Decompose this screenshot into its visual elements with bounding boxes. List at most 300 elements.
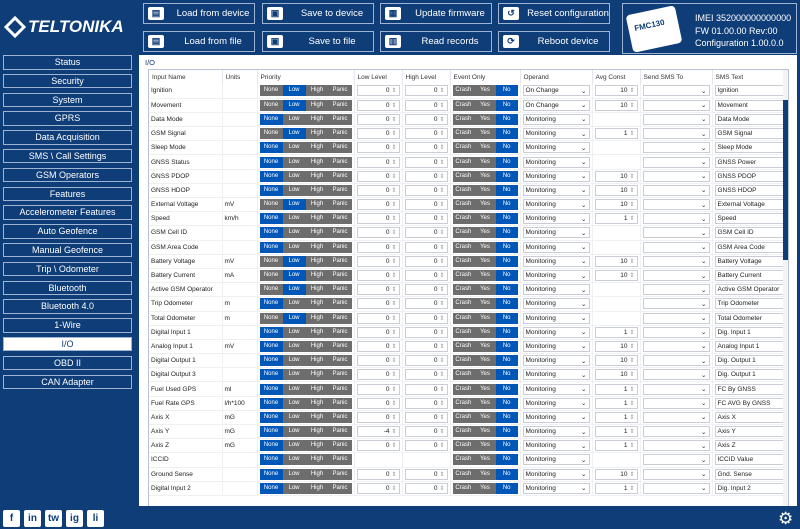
priority-low-button[interactable]: Low [283,440,306,451]
priority-panic-button[interactable]: Panic [329,298,352,309]
spinner-arrows-icon[interactable]: ⇕ [391,202,397,209]
spinner-arrows-icon[interactable]: ⇕ [391,116,397,123]
sidebar-item-status[interactable]: Status [3,55,132,70]
spinner-arrows-icon[interactable]: ⇕ [391,159,397,166]
priority-high-button[interactable]: High [306,341,329,352]
avg-const-input[interactable] [595,100,638,111]
priority-panic-button[interactable]: Panic [329,157,352,168]
spinner-arrows-icon[interactable]: ⇕ [391,315,397,322]
operand-select[interactable] [523,114,590,125]
spinner-arrows-icon[interactable]: ⇕ [629,443,635,450]
send-sms-select[interactable] [643,369,710,380]
twitter-icon[interactable]: tw [45,510,62,527]
event-no-button[interactable]: No [496,128,518,139]
high-level-input[interactable] [405,398,448,409]
event-yes-button[interactable]: Yes [474,369,496,380]
send-sms-select[interactable] [643,114,710,125]
spinner-arrows-icon[interactable]: ⇕ [629,414,635,421]
priority-panic-button[interactable]: Panic [329,426,352,437]
priority-high-button[interactable]: High [306,483,329,494]
event-yes-button[interactable]: Yes [474,327,496,338]
low-level-input[interactable] [357,369,400,380]
priority-high-button[interactable]: High [306,327,329,338]
event-no-button[interactable]: No [496,256,518,267]
spinner-arrows-icon[interactable]: ⇕ [439,173,445,180]
spinner-arrows-icon[interactable]: ⇕ [439,429,445,436]
priority-high-button[interactable]: High [306,298,329,309]
vertical-scrollbar[interactable] [783,70,788,506]
sms-text-input[interactable] [715,469,785,480]
spinner-arrows-icon[interactable]: ⇕ [391,471,397,478]
high-level-input[interactable] [405,100,448,111]
high-level-input[interactable] [405,242,448,253]
low-level-input[interactable] [357,85,400,96]
priority-none-button[interactable]: None [260,384,283,395]
priority-panic-button[interactable]: Panic [329,142,352,153]
event-no-button[interactable]: No [496,298,518,309]
sms-text-input[interactable] [715,483,785,494]
priority-low-button[interactable]: Low [283,384,306,395]
high-level-input[interactable] [405,426,448,437]
event-no-button[interactable]: No [496,398,518,409]
event-no-button[interactable]: No [496,142,518,153]
event-yes-button[interactable]: Yes [474,242,496,253]
high-level-input[interactable] [405,157,448,168]
low-level-input[interactable] [357,483,400,494]
sms-text-input[interactable] [715,426,785,437]
priority-low-button[interactable]: Low [283,157,306,168]
priority-panic-button[interactable]: Panic [329,469,352,480]
send-sms-select[interactable] [643,270,710,281]
event-no-button[interactable]: No [496,327,518,338]
spinner-arrows-icon[interactable]: ⇕ [391,244,397,251]
sidebar-item-features[interactable]: Features [3,187,132,202]
priority-low-button[interactable]: Low [283,213,306,224]
operand-select[interactable] [523,355,590,366]
spinner-arrows-icon[interactable]: ⇕ [391,230,397,237]
send-sms-select[interactable] [643,313,710,324]
facebook-icon[interactable]: f [3,510,20,527]
high-level-input[interactable] [405,469,448,480]
low-level-input[interactable] [357,313,400,324]
priority-panic-button[interactable]: Panic [329,185,352,196]
event-yes-button[interactable]: Yes [474,384,496,395]
priority-panic-button[interactable]: Panic [329,85,352,96]
priority-low-button[interactable]: Low [283,469,306,480]
event-no-button[interactable]: No [496,157,518,168]
priority-high-button[interactable]: High [306,313,329,324]
sms-text-input[interactable] [715,355,785,366]
priority-low-button[interactable]: Low [283,100,306,111]
spinner-arrows-icon[interactable]: ⇕ [629,386,635,393]
priority-panic-button[interactable]: Panic [329,171,352,182]
event-no-button[interactable]: No [496,426,518,437]
send-sms-select[interactable] [643,440,710,451]
high-level-input[interactable] [405,114,448,125]
priority-panic-button[interactable]: Panic [329,256,352,267]
priority-high-button[interactable]: High [306,142,329,153]
event-crash-button[interactable]: Crash [453,483,475,494]
priority-low-button[interactable]: Low [283,227,306,238]
sms-text-input[interactable] [715,341,785,352]
event-no-button[interactable]: No [496,483,518,494]
event-crash-button[interactable]: Crash [453,227,475,238]
sms-text-input[interactable] [715,384,785,395]
spinner-arrows-icon[interactable]: ⇕ [629,258,635,265]
sidebar-item-manual-geofence[interactable]: Manual Geofence [3,243,132,258]
avg-const-input[interactable] [595,85,638,96]
event-crash-button[interactable]: Crash [453,369,475,380]
operand-select[interactable] [523,171,590,182]
priority-none-button[interactable]: None [260,355,283,366]
send-sms-select[interactable] [643,227,710,238]
sidebar-item-1-wire[interactable]: 1-Wire [3,318,132,333]
event-yes-button[interactable]: Yes [474,128,496,139]
event-yes-button[interactable]: Yes [474,213,496,224]
high-level-input[interactable] [405,128,448,139]
low-level-input[interactable] [357,128,400,139]
priority-none-button[interactable]: None [260,313,283,324]
priority-none-button[interactable]: None [260,270,283,281]
priority-low-button[interactable]: Low [283,454,306,465]
event-crash-button[interactable]: Crash [453,270,475,281]
low-level-input[interactable] [357,384,400,395]
send-sms-select[interactable] [643,384,710,395]
priority-high-button[interactable]: High [306,398,329,409]
low-level-input[interactable] [357,270,400,281]
spinner-arrows-icon[interactable]: ⇕ [439,102,445,109]
low-level-input[interactable] [357,412,400,423]
instagram-icon[interactable]: ig [66,510,83,527]
load-from-device-button[interactable]: ▤ Load from device [143,3,255,24]
operand-select[interactable] [523,227,590,238]
operand-select[interactable] [523,469,590,480]
event-no-button[interactable]: No [496,454,518,465]
priority-low-button[interactable]: Low [283,270,306,281]
low-level-input[interactable] [357,199,400,210]
sms-text-input[interactable] [715,256,785,267]
event-yes-button[interactable]: Yes [474,256,496,267]
linkedin-alt-icon[interactable]: li [87,510,104,527]
priority-low-button[interactable]: Low [283,483,306,494]
sms-text-input[interactable] [715,298,785,309]
priority-low-button[interactable]: Low [283,412,306,423]
high-level-input[interactable] [405,171,448,182]
event-yes-button[interactable]: Yes [474,85,496,96]
spinner-arrows-icon[interactable]: ⇕ [629,273,635,280]
operand-select[interactable] [523,284,590,295]
priority-high-button[interactable]: High [306,171,329,182]
priority-high-button[interactable]: High [306,256,329,267]
low-level-input[interactable] [357,298,400,309]
priority-none-button[interactable]: None [260,454,283,465]
operand-select[interactable] [523,128,590,139]
reboot-device-button[interactable]: ⟳ Reboot device [498,31,610,52]
sms-text-input[interactable] [715,85,785,96]
sms-text-input[interactable] [715,128,785,139]
low-level-input[interactable] [357,327,400,338]
reset-configuration-button[interactable]: ↺ Reset configuration [498,3,610,24]
sms-text-input[interactable] [715,171,785,182]
priority-none-button[interactable]: None [260,469,283,480]
spinner-arrows-icon[interactable]: ⇕ [391,372,397,379]
spinner-arrows-icon[interactable]: ⇕ [439,230,445,237]
low-level-input[interactable] [357,426,400,437]
operand-select[interactable] [523,242,590,253]
send-sms-select[interactable] [643,199,710,210]
event-yes-button[interactable]: Yes [474,185,496,196]
send-sms-select[interactable] [643,483,710,494]
priority-high-button[interactable]: High [306,213,329,224]
priority-low-button[interactable]: Low [283,284,306,295]
sms-text-input[interactable] [715,100,785,111]
avg-const-input[interactable] [595,270,638,281]
priority-panic-button[interactable]: Panic [329,327,352,338]
event-no-button[interactable]: No [496,199,518,210]
event-crash-button[interactable]: Crash [453,85,475,96]
priority-low-button[interactable]: Low [283,242,306,253]
low-level-input[interactable] [357,355,400,366]
event-crash-button[interactable]: Crash [453,114,475,125]
sidebar-item-sms-call-settings[interactable]: SMS \ Call Settings [3,149,132,164]
sidebar-item-gprs[interactable]: GPRS [3,111,132,126]
event-crash-button[interactable]: Crash [453,469,475,480]
high-level-input[interactable] [405,256,448,267]
event-no-button[interactable]: No [496,284,518,295]
spinner-arrows-icon[interactable]: ⇕ [439,202,445,209]
spinner-arrows-icon[interactable]: ⇕ [629,216,635,223]
high-level-input[interactable] [405,142,448,153]
spinner-arrows-icon[interactable]: ⇕ [439,358,445,365]
priority-low-button[interactable]: Low [283,171,306,182]
event-crash-button[interactable]: Crash [453,157,475,168]
priority-panic-button[interactable]: Panic [329,270,352,281]
spinner-arrows-icon[interactable]: ⇕ [439,315,445,322]
send-sms-select[interactable] [643,469,710,480]
event-crash-button[interactable]: Crash [453,128,475,139]
event-yes-button[interactable]: Yes [474,270,496,281]
update-firmware-button[interactable]: ▦ Update firmware [380,3,492,24]
priority-none-button[interactable]: None [260,242,283,253]
event-yes-button[interactable]: Yes [474,227,496,238]
avg-const-input[interactable] [595,327,638,338]
event-no-button[interactable]: No [496,85,518,96]
avg-const-input[interactable] [595,355,638,366]
priority-high-button[interactable]: High [306,469,329,480]
send-sms-select[interactable] [643,412,710,423]
priority-low-button[interactable]: Low [283,341,306,352]
operand-select[interactable] [523,384,590,395]
high-level-input[interactable] [405,369,448,380]
event-crash-button[interactable]: Crash [453,185,475,196]
sidebar-item-bluetooth-4-0[interactable]: Bluetooth 4.0 [3,299,132,314]
priority-high-button[interactable]: High [306,454,329,465]
event-no-button[interactable]: No [496,213,518,224]
avg-const-input[interactable] [595,199,638,210]
low-level-input[interactable] [357,284,400,295]
priority-high-button[interactable]: High [306,440,329,451]
priority-none-button[interactable]: None [260,440,283,451]
avg-const-input[interactable] [595,469,638,480]
event-yes-button[interactable]: Yes [474,284,496,295]
event-yes-button[interactable]: Yes [474,483,496,494]
priority-none-button[interactable]: None [260,412,283,423]
priority-low-button[interactable]: Low [283,369,306,380]
priority-none-button[interactable]: None [260,142,283,153]
high-level-input[interactable] [405,199,448,210]
spinner-arrows-icon[interactable]: ⇕ [391,102,397,109]
sms-text-input[interactable] [715,242,785,253]
sidebar-item-obd-ii[interactable]: OBD II [3,356,132,371]
low-level-input[interactable] [357,157,400,168]
priority-panic-button[interactable]: Panic [329,227,352,238]
event-crash-button[interactable]: Crash [453,426,475,437]
priority-panic-button[interactable]: Panic [329,114,352,125]
priority-high-button[interactable]: High [306,157,329,168]
priority-none-button[interactable]: None [260,483,283,494]
spinner-arrows-icon[interactable]: ⇕ [629,173,635,180]
high-level-input[interactable] [405,355,448,366]
send-sms-select[interactable] [643,128,710,139]
event-crash-button[interactable]: Crash [453,440,475,451]
avg-const-input[interactable] [595,369,638,380]
event-crash-button[interactable]: Crash [453,242,475,253]
operand-select[interactable] [523,483,590,494]
priority-panic-button[interactable]: Panic [329,199,352,210]
send-sms-select[interactable] [643,355,710,366]
event-crash-button[interactable]: Crash [453,412,475,423]
spinner-arrows-icon[interactable]: ⇕ [391,287,397,294]
spinner-arrows-icon[interactable]: ⇕ [629,358,635,365]
send-sms-select[interactable] [643,284,710,295]
sms-text-input[interactable] [715,157,785,168]
priority-panic-button[interactable]: Panic [329,398,352,409]
event-yes-button[interactable]: Yes [474,114,496,125]
sms-text-input[interactable] [715,185,785,196]
spinner-arrows-icon[interactable]: ⇕ [439,88,445,95]
low-level-input[interactable] [357,469,400,480]
event-no-button[interactable]: No [496,270,518,281]
event-yes-button[interactable]: Yes [474,412,496,423]
priority-high-button[interactable]: High [306,185,329,196]
event-no-button[interactable]: No [496,114,518,125]
event-no-button[interactable]: No [496,171,518,182]
event-no-button[interactable]: No [496,341,518,352]
priority-none-button[interactable]: None [260,298,283,309]
spinner-arrows-icon[interactable]: ⇕ [439,116,445,123]
save-to-file-button[interactable]: ▣ Save to file [262,31,374,52]
low-level-input[interactable] [357,213,400,224]
priority-none-button[interactable]: None [260,185,283,196]
priority-low-button[interactable]: Low [283,114,306,125]
event-no-button[interactable]: No [496,100,518,111]
spinner-arrows-icon[interactable]: ⇕ [391,88,397,95]
sms-text-input[interactable] [715,412,785,423]
event-crash-button[interactable]: Crash [453,298,475,309]
spinner-arrows-icon[interactable]: ⇕ [391,187,397,194]
spinner-arrows-icon[interactable]: ⇕ [629,131,635,138]
priority-none-button[interactable]: None [260,398,283,409]
spinner-arrows-icon[interactable]: ⇕ [629,471,635,478]
priority-low-button[interactable]: Low [283,426,306,437]
event-crash-button[interactable]: Crash [453,327,475,338]
priority-none-button[interactable]: None [260,369,283,380]
priority-none-button[interactable]: None [260,341,283,352]
spinner-arrows-icon[interactable]: ⇕ [629,102,635,109]
spinner-arrows-icon[interactable]: ⇕ [439,145,445,152]
high-level-input[interactable] [405,185,448,196]
spinner-arrows-icon[interactable]: ⇕ [391,343,397,350]
scrollbar-thumb[interactable] [783,100,788,260]
priority-high-button[interactable]: High [306,412,329,423]
priority-none-button[interactable]: None [260,327,283,338]
avg-const-input[interactable] [595,412,638,423]
priority-high-button[interactable]: High [306,426,329,437]
event-no-button[interactable]: No [496,440,518,451]
priority-low-button[interactable]: Low [283,85,306,96]
low-level-input[interactable] [357,242,400,253]
priority-high-button[interactable]: High [306,128,329,139]
spinner-arrows-icon[interactable]: ⇕ [439,244,445,251]
spinner-arrows-icon[interactable]: ⇕ [439,400,445,407]
priority-low-button[interactable]: Low [283,355,306,366]
high-level-input[interactable] [405,270,448,281]
priority-panic-button[interactable]: Panic [329,355,352,366]
sidebar-item-accelerometer-features[interactable]: Accelerometer Features [3,205,132,220]
event-crash-button[interactable]: Crash [453,355,475,366]
spinner-arrows-icon[interactable]: ⇕ [629,400,635,407]
event-no-button[interactable]: No [496,469,518,480]
event-crash-button[interactable]: Crash [453,398,475,409]
spinner-arrows-icon[interactable]: ⇕ [629,372,635,379]
high-level-input[interactable] [405,85,448,96]
event-yes-button[interactable]: Yes [474,454,496,465]
priority-none-button[interactable]: None [260,426,283,437]
event-no-button[interactable]: No [496,185,518,196]
send-sms-select[interactable] [643,398,710,409]
operand-select[interactable] [523,142,590,153]
priority-high-button[interactable]: High [306,199,329,210]
event-yes-button[interactable]: Yes [474,157,496,168]
priority-low-button[interactable]: Low [283,313,306,324]
event-yes-button[interactable]: Yes [474,426,496,437]
sms-text-input[interactable] [715,270,785,281]
spinner-arrows-icon[interactable]: ⇕ [391,443,397,450]
low-level-input[interactable] [357,398,400,409]
low-level-input[interactable] [357,227,400,238]
spinner-arrows-icon[interactable]: ⇕ [439,443,445,450]
priority-panic-button[interactable]: Panic [329,128,352,139]
event-crash-button[interactable]: Crash [453,199,475,210]
avg-const-input[interactable] [595,185,638,196]
avg-const-input[interactable] [595,384,638,395]
operand-select[interactable] [523,369,590,380]
spinner-arrows-icon[interactable]: ⇕ [439,414,445,421]
sms-text-input[interactable] [715,398,785,409]
operand-select[interactable] [523,185,590,196]
sms-text-input[interactable] [715,227,785,238]
spinner-arrows-icon[interactable]: ⇕ [439,216,445,223]
event-yes-button[interactable]: Yes [474,398,496,409]
event-no-button[interactable]: No [496,412,518,423]
spinner-arrows-icon[interactable]: ⇕ [391,173,397,180]
spinner-arrows-icon[interactable]: ⇕ [629,187,635,194]
spinner-arrows-icon[interactable]: ⇕ [439,301,445,308]
sms-text-input[interactable] [715,213,785,224]
priority-none-button[interactable]: None [260,171,283,182]
event-yes-button[interactable]: Yes [474,142,496,153]
sidebar-item-i-o[interactable]: I/O [3,337,132,352]
